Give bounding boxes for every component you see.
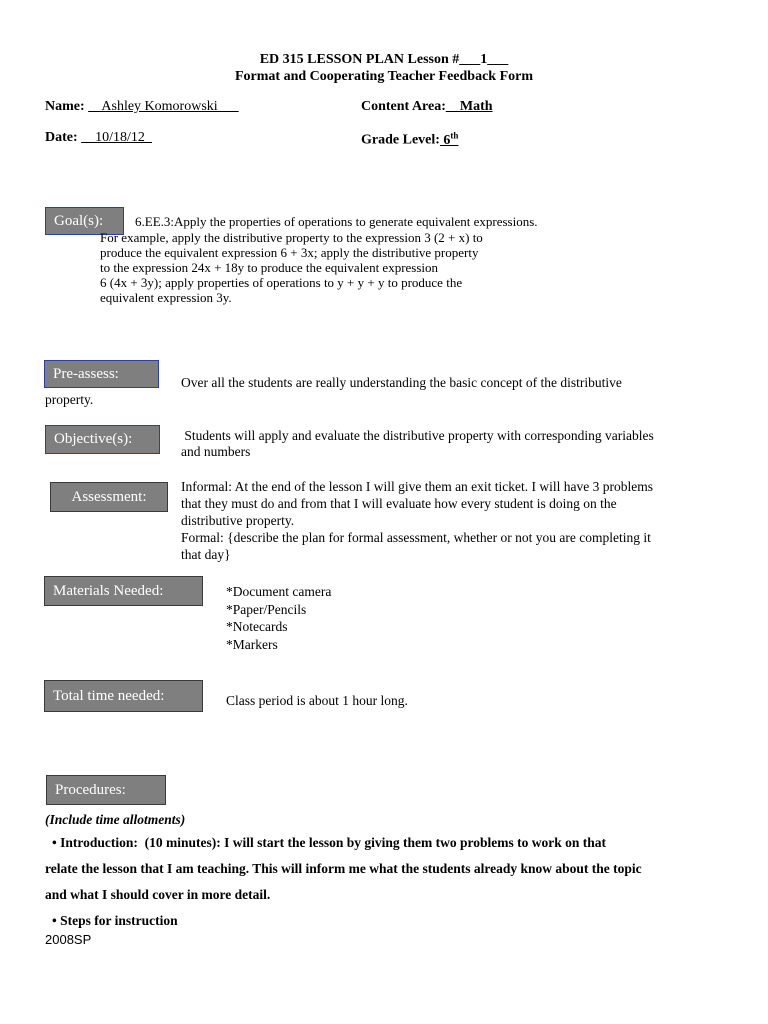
objective-line-2: and numbers <box>181 444 251 459</box>
form-subtitle: Format and Cooperating Teacher Feedback Form <box>235 69 533 84</box>
name-value: Ashley Komorowski <box>88 99 239 114</box>
goal-line-6: equivalent expression 3y. <box>100 290 232 305</box>
goal-line-3: produce the equivalent expression 6 + 3x; apply the distributive property <box>100 245 479 260</box>
material-item-document-camera: *Document camera <box>226 584 332 599</box>
name-field <box>45 99 239 115</box>
goal-line-1: 6.EE.3:Apply the properties of operations to generate equivalent expressions. <box>135 214 538 229</box>
goal-line-4: to the expression 24x + 18y to produce the equivalent expression <box>100 260 439 275</box>
assessment-label: Assessment: <box>71 488 147 505</box>
date-label: Date: <box>45 130 78 145</box>
assessment-line-1: Informal: At the end of the lesson I will give them an exit ticket. I will have 3 problems <box>181 479 654 494</box>
procedures-label: Procedures: <box>55 781 126 798</box>
assessment-label-box <box>50 482 168 512</box>
assessment-line-5: that day} <box>181 547 231 562</box>
date-field <box>45 130 152 146</box>
material-item-paper-pencils: *Paper/Pencils <box>226 601 307 617</box>
procedures-label-box <box>46 775 166 805</box>
materials-label: Materials Needed: <box>53 582 164 599</box>
goal-line-2: For example, apply the distributive property to the expression 3 (2 + x) to <box>100 230 483 245</box>
preassess-line-1: Over all the students are really understanding the basic concept of the distributive <box>181 375 622 390</box>
preassess-label: Pre-assess: <box>53 365 119 382</box>
total-time-label: Total time needed: <box>53 687 165 704</box>
grade-level-value: 6th <box>439 130 459 148</box>
name-label: Name: <box>45 99 85 114</box>
grade-level-superscript: th <box>450 130 459 140</box>
procedures-steps: • Steps for instruction <box>52 913 178 928</box>
total-time-label-box <box>44 680 203 712</box>
procedures-note: (Include time allotments) <box>45 812 186 827</box>
grade-level-label: Grade Level: <box>361 132 440 148</box>
assessment-line-3: distributive property. <box>181 513 295 528</box>
objective-line-1: Students will apply and evaluate the distributive property with corresponding variables <box>181 428 654 443</box>
goal-label: Goal(s): <box>54 212 104 229</box>
materials-label-box <box>44 576 203 606</box>
procedures-intro-line-2: relate the lesson that I am teaching. This will inform me what the students already know about the topic <box>45 861 642 876</box>
material-item-notecards: *Notecards <box>226 619 288 634</box>
goal-line-5: 6 (4x + 3y); apply properties of operations to y + y + y to produce the <box>100 275 463 290</box>
grade-level-field <box>361 130 458 149</box>
preassess-line-2: property. <box>45 392 94 407</box>
preassess-label-box <box>44 360 159 388</box>
procedures-intro-line-1: • Introduction: (10 minutes): I will start the lesson by giving them two problems to work on that <box>52 835 606 850</box>
procedures-intro-line-3: and what I should cover in more detail. <box>45 887 271 902</box>
lesson-plan-title: ED 315 LESSON PLAN Lesson #___1___ <box>259 52 509 67</box>
total-time-text: Class period is about 1 hour long. <box>226 693 408 708</box>
content-area-value: __Math <box>445 99 493 114</box>
objective-label-box <box>45 425 160 454</box>
assessment-line-4: Formal: {describe the plan for formal assessment, whether or not you are completing it <box>181 530 651 545</box>
material-item-markers: *Markers <box>226 636 278 652</box>
assessment-line-2: that they must do and from that I will evaluate how every student is doing on the <box>181 496 617 511</box>
date-value: 10/18/12 <box>81 130 152 145</box>
materials-list <box>226 583 331 653</box>
footer-code: 2008SP <box>45 932 92 947</box>
content-area-label: Content Area: <box>361 99 446 114</box>
content-area-field <box>361 99 493 115</box>
objective-label: Objective(s): <box>54 431 133 447</box>
